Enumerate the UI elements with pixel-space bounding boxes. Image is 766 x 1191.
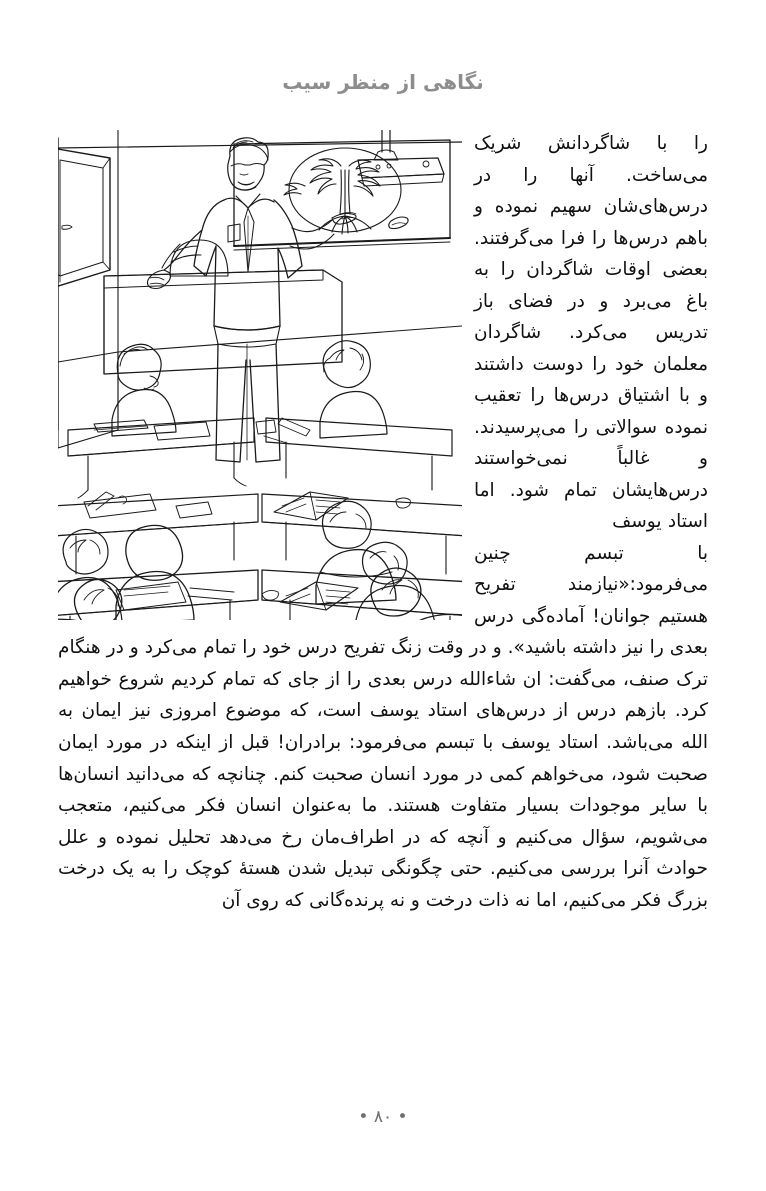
student-figure (316, 501, 396, 604)
classroom-illustration (58, 130, 462, 620)
running-head: نگاهی از منظر سیب (282, 70, 484, 94)
full-width-paragraph: با تبسم چنین می‌فرمود:«نیازمند تفریح هستیم جوانان! آماده‌گی درس بعدی را نیز داشته باشید». و در وقت زنگ تفریح درس خود را تمام می‌کرد و در هنگام ترک صنف، می‌گفت: ان شاءالله درس بعدی را از جای که تمام کردیم شروع خواهیم کرد. بازهم درس از درس‌های استاد یوسف است، که موضوع امروزی نیز ایمان به الله می‌باشد. استاد یوسف با تبسم می‌فرمود: برادران! قبل از اینکه در مورد ایمان صحبت شود، می‌خواهم کمی در مورد انسان صحبت کنم. چنانچه که می‌دانید انسان‌ها با سایر موجودات بسیار متفاوت هستند. ما به‌عنوان انسان فکر می‌کنیم، متعجب می‌شویم، سؤال می‌کنیم و آنچه که در اطراف‌مان رخ می‌دهد تحلیل نموده و علل حوادث آنرا بررسی می‌کنیم. حتی چگونگی تبدیل شدن هستهٔ کوچک را به یک درخت بزرگ فکر می‌کنیم، اما نه ذات درخت و نه پرنده‌گانی که روی آن (58, 542, 708, 912)
page-number: • ۸۰ • (358, 1107, 408, 1127)
eraser-icon (389, 217, 408, 229)
window-icon (58, 148, 110, 288)
student-figure (58, 529, 122, 620)
projector-icon (358, 130, 444, 186)
teacher-desk (104, 270, 342, 374)
illustration-text-wrap (58, 128, 708, 917)
tree-drawing-icon (284, 148, 401, 234)
desk-row-2 (58, 492, 462, 574)
desk-row-1 (68, 418, 452, 498)
page-content (58, 128, 708, 917)
room-walls (58, 130, 462, 448)
wrapped-paragraph: را با شاگردانش شریک می‌ساخت. آنها را در درس‌های‌شان سهیم نموده و باهم درس‌ها را فرا می‌گرفتند. بعضی اوقات شاگردان را به باغ می‌برد و در فضای باز تدریس می‌کرد. شاگردان معلمان خود را دوست داشتند و با اشتیاق درس‌ها را تعقیب نموده سوالاتی را می‌پرسیدند. و غالباً نمی‌خواستند درس‌هایشان تمام شود. اما استاد یوسف (474, 133, 708, 532)
student-figure (323, 568, 462, 620)
